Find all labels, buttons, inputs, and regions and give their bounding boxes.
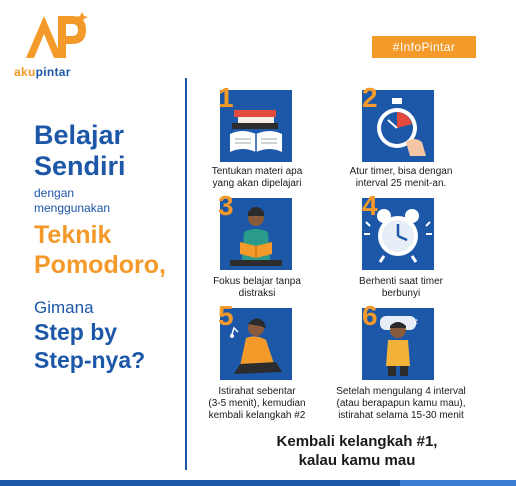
step-caption: Tentukan materi apa yang akan dipelajari (211, 166, 303, 189)
svg-text:z: z (414, 317, 418, 326)
step-number: 1 (218, 82, 234, 113)
headline (34, 120, 184, 374)
step-caption: Istirahat sebentar (3-5 menit), kemudian kembali kelangkah #2 (208, 386, 306, 421)
headline-line: Gimana (34, 298, 94, 317)
final-message: Kembali kelangkah #1, kalau kamu mau (276, 433, 438, 469)
step-caption: Setelah mengulang 4 interval (atau berapapun kamu mau), istirahat selama 15-30 menit (336, 386, 466, 421)
logo (14, 10, 104, 80)
hashtag-badge: #InfoPintar (372, 36, 476, 58)
akupintar-logo-icon (22, 10, 92, 62)
headline-line: Belajar (34, 120, 125, 150)
headline-line: dengan (34, 186, 75, 200)
step-caption: Fokus belajar tanpa distraksi (213, 276, 301, 299)
step-number: 6 (362, 300, 378, 331)
bottom-bar-accent (400, 480, 516, 486)
headline-line: Teknik (34, 221, 112, 249)
headline-line: Sendiri (34, 151, 126, 181)
step-caption: Berhenti saat timer berbunyi (359, 276, 443, 299)
headline-line: Step by (34, 319, 118, 345)
step-number: 2 (362, 82, 378, 113)
step-caption: Atur timer, bisa dengan interval 25 menit-an. (349, 166, 453, 189)
logo-wordmark: akupintar (14, 65, 71, 79)
step-number: 3 (218, 190, 234, 221)
headline-line: Step-nya? (34, 347, 146, 373)
headline-line: Pomodoro, (34, 251, 166, 279)
step-number: 5 (218, 300, 234, 331)
step-number: 4 (362, 190, 378, 221)
headline-line: menggunakan (34, 201, 111, 215)
